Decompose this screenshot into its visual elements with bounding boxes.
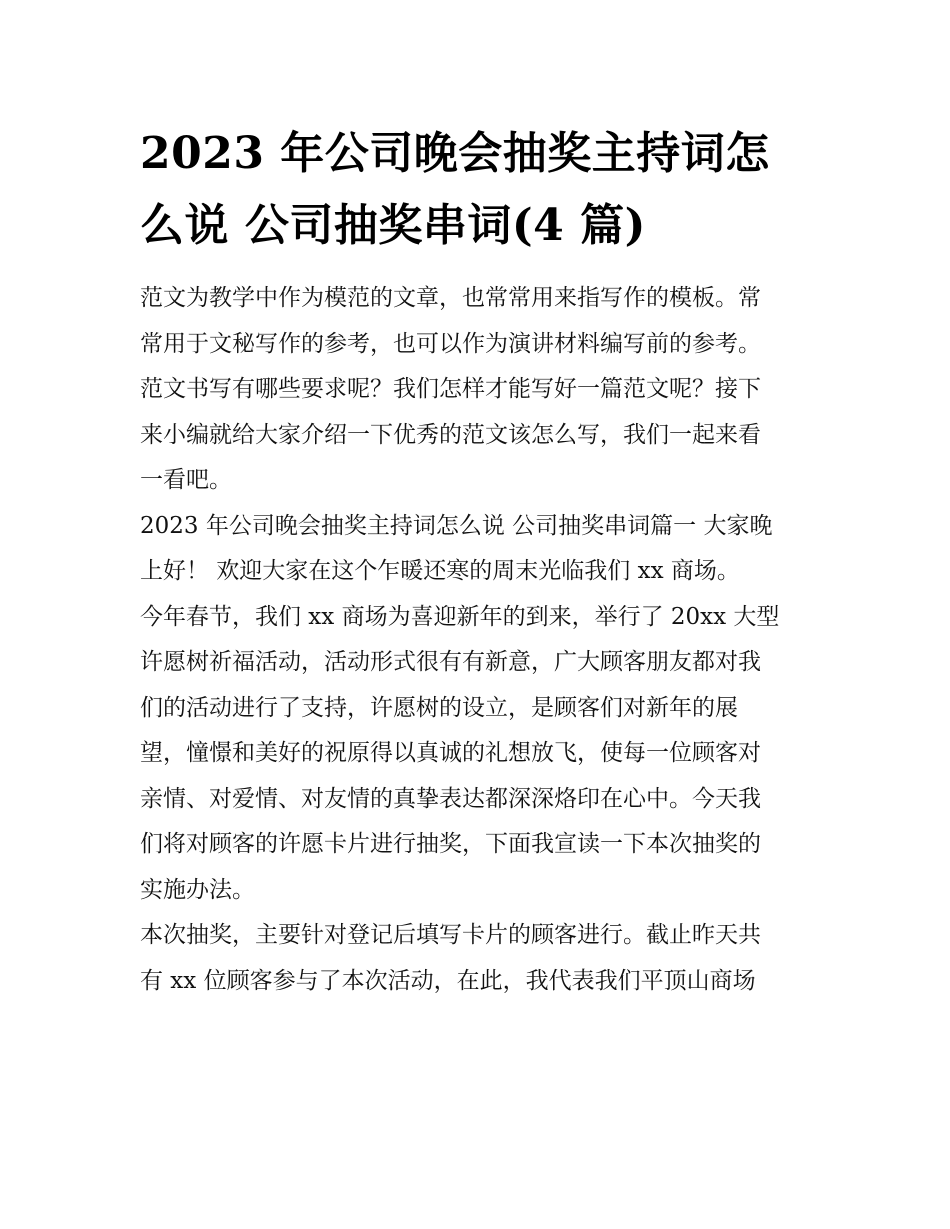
text-line: 许愿树祈福活动，活动形式很有有新意，广大顾客朋友都对我 (140, 649, 761, 675)
text-line: 常用于文秘写作的参考，也可以作为演讲材料编写前的参考。 (140, 330, 761, 357)
text-line: 来小编就给大家介绍一下优秀的范文该怎么写，我们一起来看 (140, 421, 761, 448)
text-line: 望，憧憬和美好的祝原得以真诚的礼想放飞，使每一位顾客对 (140, 740, 761, 766)
text-line: 们将对顾客的许愿卡片进行抽奖，下面我宣读一下本次抽奖的 (140, 831, 761, 857)
text-line: 上好！ 欢迎大家在这个乍暖还寒的周末光临我们 xx 商场。 (140, 558, 740, 584)
text-line: 一看吧。 (140, 467, 232, 493)
spacer (140, 262, 820, 276)
text-line: 今年春节，我们 xx 商场为喜迎新年的到来，举行了 20xx 大型 (140, 603, 780, 630)
text-line: 有 xx 位顾客参与了本次活动，在此，我代表我们平顶山商场 (140, 967, 756, 994)
text-line: 范文书写有哪些要求呢？我们怎样才能写好一篇范文呢？接下 (140, 376, 761, 402)
document-title (140, 118, 820, 262)
text-line: 本次抽奖，主要针对登记后填写卡片的顾客进行。截止昨天共 (140, 922, 761, 948)
paragraph-wishing-tree (140, 595, 820, 914)
title-line: 么说 公司抽奖串词(4 篇) (140, 200, 646, 251)
title-line: 2023 年公司晚会抽奖主持词怎 (140, 128, 770, 179)
document-body (140, 118, 820, 1004)
paragraph-intro (140, 276, 820, 504)
text-line: 范文为教学中作为模范的文章，也常常用来指写作的模板。常 (140, 285, 761, 311)
paragraph-lottery-rules (140, 913, 820, 1004)
text-line: 们的活动进行了支持，许愿树的设立，是顾客们对新年的展 (140, 694, 738, 721)
text-line: 实施办法。 (140, 876, 255, 903)
text-line: 2023 年公司晚会抽奖主持词怎么说 公司抽奖串词篇一 大家晚 (140, 512, 773, 539)
paragraph-section-one-opening (140, 504, 820, 595)
text-line: 亲情、对爱情、对友情的真挚表达都深深烙印在心中。今天我 (140, 785, 761, 812)
